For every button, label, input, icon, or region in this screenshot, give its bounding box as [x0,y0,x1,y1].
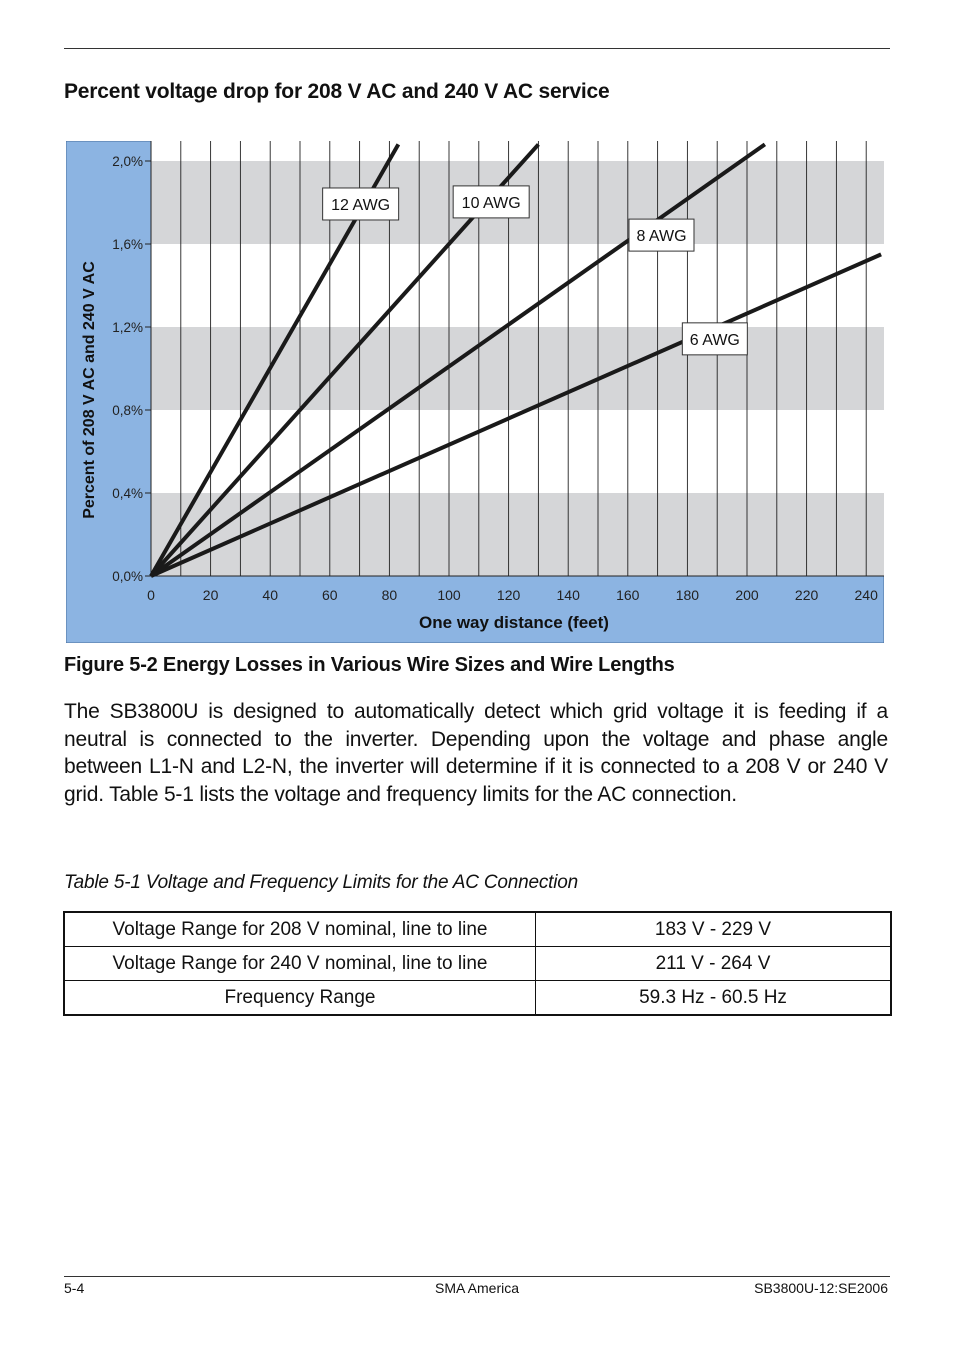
series-label-text: 10 AWG [461,194,521,212]
y-tick-label: 2,0% [112,154,143,169]
voltage-drop-chart [66,141,884,643]
y-tick-label: 1,6% [112,237,143,252]
x-tick-label: 160 [616,587,640,603]
x-tick-label: 140 [556,587,580,603]
y-tick-label: 0,4% [112,486,143,501]
table-row [64,981,891,1016]
series-label-6-awg [682,323,747,355]
x-tick-label: 80 [381,587,398,603]
x-axis-label: One way distance (feet) [419,613,609,632]
top-rule [64,48,890,49]
x-tick-label: 120 [496,587,521,603]
x-tick-label: 60 [322,587,338,603]
x-tick-label: 220 [794,587,819,603]
footer-document-id: SB3800U-12:SE2006 [754,1280,888,1296]
table-cell-label: Voltage Range for 208 V nominal, line to line [64,912,536,947]
section-heading: Percent voltage drop for 208 V AC and 240 V AC service [64,80,610,103]
table-cell-label: Voltage Range for 240 V nominal, line to line [64,947,536,981]
series-label-text: 12 AWG [331,196,391,214]
series-label-text: 6 AWG [689,331,740,349]
series-label-12-awg [323,188,399,220]
limits-table [63,911,892,1016]
x-tick-label: 0 [147,587,155,603]
body-paragraph: The SB3800U is designed to automatically detect which grid voltage it is feeding if a neutral is connected to the inverter. Depending upon the voltage and phase angle between L1-N and L2-N, the inverter will determine if it is connected to a 208 V or 240 V grid. Table 5-1 lists the voltage and frequency limits for the AC connection. [64,700,888,806]
x-tick-label: 200 [735,587,759,603]
grid-band [151,327,884,410]
series-label-8-awg [629,219,694,251]
x-tick-label: 100 [437,587,461,603]
table-cell-value: 59.3 Hz - 60.5 Hz [536,981,892,1016]
y-axis-label: Percent of 208 V AC and 240 V AC [81,261,98,519]
table-cell-value: 183 V - 229 V [536,912,892,947]
table-caption: Table 5-1 Voltage and Frequency Limits for the AC Connection [64,872,578,893]
table-row [64,912,891,947]
x-tick-label: 40 [262,587,278,603]
table-cell-value: 211 V - 264 V [536,947,892,981]
x-tick-label: 180 [675,587,700,603]
series-label-text: 8 AWG [636,228,687,246]
bottom-rule [64,1276,890,1277]
y-tick-label: 0,0% [112,569,143,584]
figure-caption: Figure 5-2 Energy Losses in Various Wire Sizes and Wire Lengths [64,654,675,676]
grid-band [151,493,884,576]
x-tick-label: 240 [854,587,878,603]
table-row [64,947,891,981]
y-tick-label: 1,2% [112,320,143,335]
footer-page-number: 5-4 [64,1280,85,1296]
x-tick-label: 20 [202,587,219,603]
footer-company: SMA America [434,1280,520,1296]
y-tick-label: 0,8% [112,403,143,418]
table-cell-label: Frequency Range [64,981,536,1016]
series-label-10-awg [453,186,529,218]
